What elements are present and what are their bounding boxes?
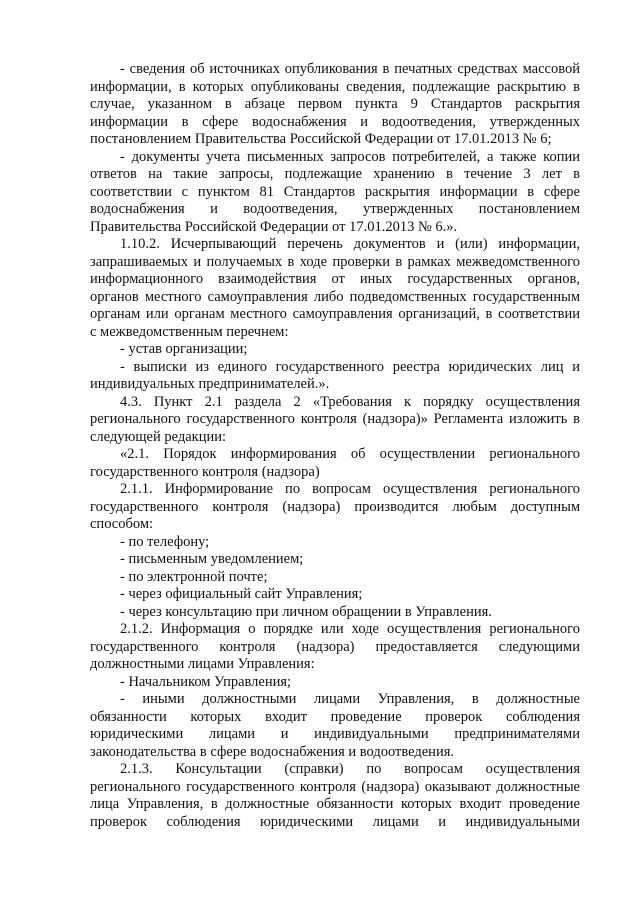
text-line: с межведомственным перечнем: — [90, 323, 289, 340]
text-line: «2.1. Порядок информирования об осуществлении регионального — [120, 446, 580, 462]
list-item — [90, 61, 580, 149]
list-item — [90, 674, 580, 692]
paragraph — [90, 446, 580, 481]
list-item — [90, 604, 580, 622]
text-line: способом: — [90, 516, 154, 532]
text-line: лица Управления, в должностные обязанности которых входит проведение — [90, 796, 580, 812]
text-line: - через официальный сайт Управления; — [120, 586, 363, 602]
text-line: - через консультацию при личном обращении в Управления. — [120, 603, 492, 620]
text-line: - сведения об источниках опубликования в печатных средствах массовой — [120, 61, 580, 77]
text-line: ответов на такие запросы, подлежащие хранению в течение 3 лет в — [90, 166, 580, 182]
list-item — [90, 149, 580, 237]
text-line: органов местного самоуправления либо подведомственных государственным — [90, 288, 580, 305]
text-line: обязанности которых входит проведение проверок соблюдения — [90, 708, 580, 725]
text-line: информации в сфере водоснабжения и водоотведения, утвержденных — [90, 113, 580, 130]
text-line: юридическими лицами и индивидуальными предпринимателями — [90, 726, 580, 742]
paragraph — [90, 236, 580, 341]
list-item — [90, 341, 580, 359]
text-line: 2.1.3. Консультации (справки) по вопросам осуществления — [120, 761, 580, 777]
list-item — [90, 534, 580, 552]
text-line: регионального государственного контроля (надзора)» Регламента изложить в — [90, 411, 580, 427]
text-line: постановлением Правительства Российской Федерации от 17.01.2013 № 6; — [90, 131, 552, 147]
paragraph — [90, 481, 580, 534]
list-item — [90, 551, 580, 569]
text-line: законодательства в сфере водоснабжения и водоотведения. — [90, 743, 455, 760]
text-line: проверок соблюдения юридическими лицами и индивидуальными — [90, 813, 580, 830]
text-line: органам или органам местного самоуправления организаций, в соответствии — [90, 306, 580, 322]
text-line: 4.3. Пункт 2.1 раздела 2 «Требования к порядку осуществления — [120, 393, 580, 410]
text-line: 2.1.1. Информирование по вопросам осуществления регионального — [120, 481, 580, 497]
text-line: информации, в которых опубликованы сведения, подлежащие раскрытию в — [90, 78, 580, 95]
text-line: соответствии с пунктом 81 Стандартов раскрытия информации в сфере — [90, 183, 580, 200]
text-line: 1.10.2. Исчерпывающий перечень документов и (или) информации, — [120, 236, 580, 252]
text-line: - Начальником Управления; — [120, 673, 292, 690]
text-line: - выписки из единого государственного реестра юридических лиц и — [120, 358, 580, 375]
text-line: государственного контроля (надзора) производится любым доступным — [90, 498, 580, 515]
text-line: - иными должностными лицами Управления, в должностные — [120, 691, 580, 707]
list-item — [90, 359, 580, 394]
text-line: регионального государственного контроля (надзора) оказывают должностные — [90, 778, 580, 795]
text-line: Правительства Российской Федерации от 17.01.2013 № 6.». — [90, 218, 458, 235]
text-line: государственного контроля (надзора) предоставляется следующими — [90, 638, 580, 655]
text-line: 2.1.2. Информация о порядке или ходе осуществления регионального — [120, 621, 580, 637]
text-line: - по телефону; — [120, 533, 210, 550]
text-line: индивидуальных предпринимателей.». — [90, 376, 330, 392]
text-line: - документы учета письменных запросов потребителей, а также копии — [120, 148, 580, 165]
text-line: следующей редакции: — [90, 428, 227, 445]
paragraph — [90, 394, 580, 447]
list-item — [90, 691, 580, 761]
text-line: государственного контроля (надзора) — [90, 463, 320, 480]
text-line: запрашиваемых и получаемых в ходе проверки в рамках межведомственного — [90, 253, 580, 270]
text-line: - устав организации; — [120, 341, 248, 357]
text-line: - письменным уведомлением; — [120, 551, 304, 567]
text-line: - по электронной почте; — [120, 568, 268, 585]
text-line: информационного взаимодействия от иных государственных органов, — [90, 271, 580, 287]
document-body — [90, 61, 580, 831]
list-item — [90, 569, 580, 587]
text-line: водоснабжения и водоотведения, утвержденных постановлением — [90, 201, 580, 217]
paragraph — [90, 761, 580, 831]
text-line: должностными лицами Управления: — [90, 656, 315, 672]
paragraph — [90, 621, 580, 674]
list-item — [90, 586, 580, 604]
text-line: случае, указанном в абзаце первом пункта 9 Стандартов раскрытия — [90, 96, 580, 112]
